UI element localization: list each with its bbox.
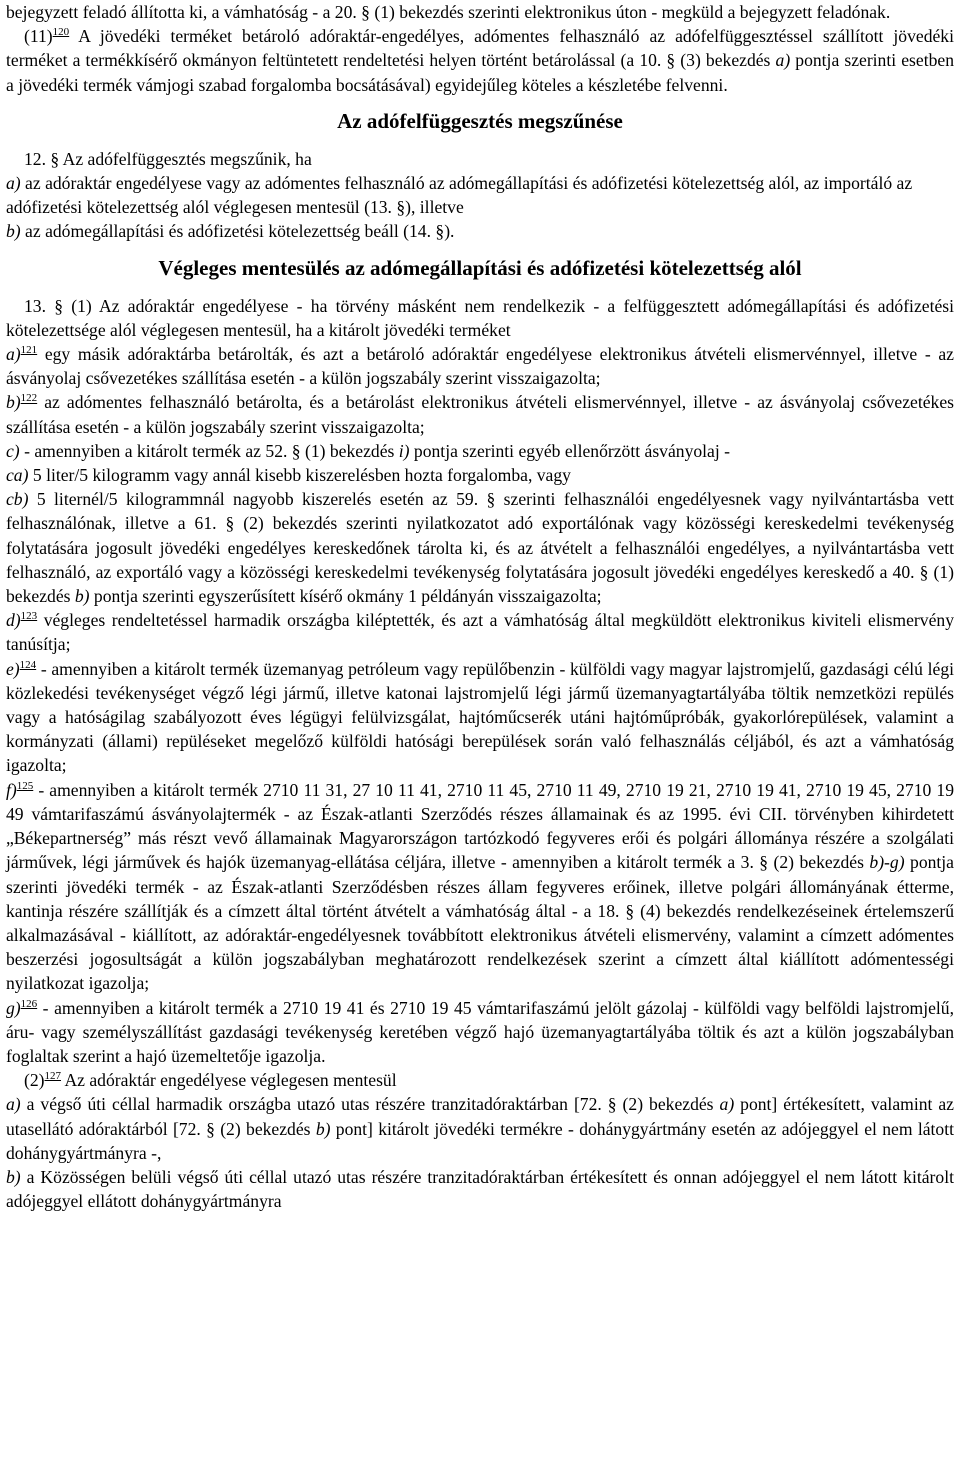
section-13-head: 13. § (1) Az adóraktár engedélyese - ha törvény másként nem rendelkezik - a felfüggesztett adómegállapítási és adófizetési kötelezettsége alól véglegesen mentesül, ha a kitárolt jövedéki terméket [6, 295, 954, 340]
section-heading-vegleges-mentesules: Végleges mentesülés az adómegállapítási és adófizetési kötelezettség alól [158, 255, 802, 280]
section-13-b: b)$^{122}$ az adómentes felhasználó betárolta, és a betárolást elektronikus átvételi elismervénnyel, illetve - az ásványolaj csővezetékes szállítása esetén - a külön jogszabály szerint visszaigazolta; [6, 392, 954, 437]
section-13-2: $(2)^{127}$ Az adóraktár engedélyese véglegesen mentesül [24, 1070, 397, 1091]
section-13-ca: ca) 5 liter/5 kilogramm vagy annál kisebb kiszerelésben hozta forgalomba, vagy [6, 465, 571, 486]
section-13-e: e)$^{124}$ - amennyiben a kitárolt termék üzemanyag petróleum vagy repülőbenzin - külföldi vagy magyar lajstromjelű, gazdasági célú légi közlekedési tevékenységet végző légi jármű, illetve katonai lajstromjelű légi jármű üzemanyagtartályába töltik nemzetközi repülés vagy a hatóságilag szabályozott éves légügyi felülvizsgálat, hajtóműcserék utáni hajtóműpróbák, gyakorlórepülések, valamint a kormányzati (állami) repüléseket megelőző külföldi hatósági berepülések során való felhasználás céljából, és azt a vámhatóság igazolta; [6, 658, 954, 776]
footnote-ref-121[interactable]: 121 [20, 344, 38, 357]
footnote-ref-122[interactable]: 122 [20, 392, 38, 405]
paragraph-11: $(11)^{120}$ A jövedéki terméket betároló adóraktár-engedélyes, adómentes felhasználó az adófelfüggesztéssel szállított jövedéki terméket a termékkísérő okmányon feltüntetett rendeltetési helyen történt betárolással (a 10. § (3) bekezdés a) pontja szerinti esetben a jövedéki termék vámjogi szabad forgalomba bocsátásával) egyidejűleg köteles a készletébe felvenni. [6, 26, 954, 95]
footnote-ref-125[interactable]: 125 [16, 779, 34, 792]
section-12-b: b) az adómegállapítási és adófizetési kötelezettség beáll (14. §). [6, 221, 455, 242]
footnote-ref-127[interactable]: 127 [44, 1070, 62, 1083]
section-13-g: g)$^{126}$ - amennyiben a kitárolt termék a 2710 19 41 és 2710 19 45 vámtarifaszámú jelölt gázolaj - külföldi vagy belföldi lajstromjelű, áru- vagy személyszállítást gazdasági tevékenység keretében végző hajó üzemanyagtartályába töltik és azt a külön jogszabályban foglaltak szerint a hajó üzemeltetője igazolja. [6, 997, 954, 1066]
footnote-ref-124[interactable]: 124 [19, 658, 37, 671]
footnote-ref-120[interactable]: 120 [52, 26, 70, 39]
section-13-f: f)$^{125}$ - amennyiben a kitárolt termék 2710 11 31, 27 10 11 41, 2710 11 45, 2710 11 49, 2710 19 21, 2710 19 41, 2710 19 45, 2710 19 49 vámtarifaszámú ásványolajtermék - az Észak-atlanti Szerződés részes államainak és az 1995. évi CII. törvényben kihirdetett „Békepartnerség” más részt vevő államainak Magyarországon tartózkodó fegyveres erői és polgári állománya részére a szolgálati járművek, légi járművek és hajók üzemanyag-ellátása céljára, illetve - amennyiben a kitárolt termék a 3. § (2) bekezdés b)-g) pontja szerinti jövedéki termék - az Észak-atlanti Szerződésben részes állam fegyveres erőinek, illetve polgári állományának étterme, kantinja részére szállítják és a címzett által történt átvételt a vámhatóság által - a 18. § (4) bekezdés rendelkezéseinek értelemszerű alkalmazásával - kiállított, az adóraktár-engedélyesnek továbbított elektronikus átvételi elismervény, valamint a címzett adómentes beszerzési jogosultságát a külön jogszabályban meghatározott rendelkezések szerint a címzett által kiállított adómentességi nyilatkozat igazolja; [6, 779, 954, 994]
section-12-head: 12. § Az adófelfüggesztés megszűnik, ha [24, 148, 312, 169]
paragraph-feladonak: bejegyzett feladó állította ki, a vámhatóság - a 20. § (1) bekezdés szerinti elektronikus úton - megküld a bejegyzett feladónak. [6, 2, 891, 22]
footnote-ref-126[interactable]: 126 [20, 997, 38, 1010]
section-13-2-b: b) a Közösségen belüli végső úti céllal utazó utas részére tranzitadóraktárban értékesített és onnan adójeggyel el nem látott kitárolt adójeggyel ellátott dohánygyártmányra [6, 1166, 954, 1212]
section-13-2-a: a) a végső úti céllal harmadik országba utazó utas részére tranzitadóraktárban [72. § (2) bekezdés a) pont] értékesített, valamint az utasellátó adóraktárból [72. § (2) bekezdés b) pont] kitárolt jövedéki termékre - dohánygyártmány esetén az adójeggyel el nem látott dohánygyártmányra -, [6, 1094, 954, 1163]
section-13-d: d)$^{123}$ végleges rendeltetéssel harmadik országba kiléptették, és azt a vámhatóság által megküldött elektronikus kiviteli elismervény tanúsítja; [6, 610, 954, 655]
section-13-c: c) - amennyiben a kitárolt termék az 52. § (1) bekezdés i) pontja szerinti egyéb ellenőrzött ásványolaj - [6, 440, 731, 461]
section-13-a: a)$^{121}$ egy másik adóraktárba betárolták, és azt a betároló adóraktár engedélyese elektronikus átvételi elismervénnyel, illetve - az ásványolaj csővezetékes szállítása esetén - a külön jogszabály szerint visszaigazolta; [6, 344, 954, 389]
footnote-ref-123[interactable]: 123 [20, 610, 38, 623]
section-heading-megszunes: Az adófelfüggesztés megszűnése [337, 108, 623, 133]
section-12-a: a) az adóraktár engedélyese vagy az adómentes felhasználó az adómegállapítási és adófizetési kötelezettség alól, az importáló az adófizetési kötelezettség alól véglegesen mentesül (13. §), illetve [6, 173, 913, 218]
section-13-cb: cb) 5 liternél/5 kilogrammnál nagyobb kiszerelés esetén az 59. § szerinti felhasználói engedélyesnek vagy nyilvántartásba vett felhasználónak, illetve a 61. § (2) bekezdés szerinti nyilatkozatot adó exportálónak vagy közösségi kereskedelmi tevékenység folytatására jogosult jövedéki engedélyes kereskedőnek tárolta ki, és az átvételt a felhasználói engedélyes, a nyilvántartásba vett felhasználó, az exportáló vagy a közösségi kereskedelmi tevékenység folytatására jogosult jövedéki engedélyes kereskedő a 40. § (1) bekezdés b) pontja szerinti egyszerűsített kísérő okmány 1 példányán visszaigazolta; [6, 489, 954, 607]
